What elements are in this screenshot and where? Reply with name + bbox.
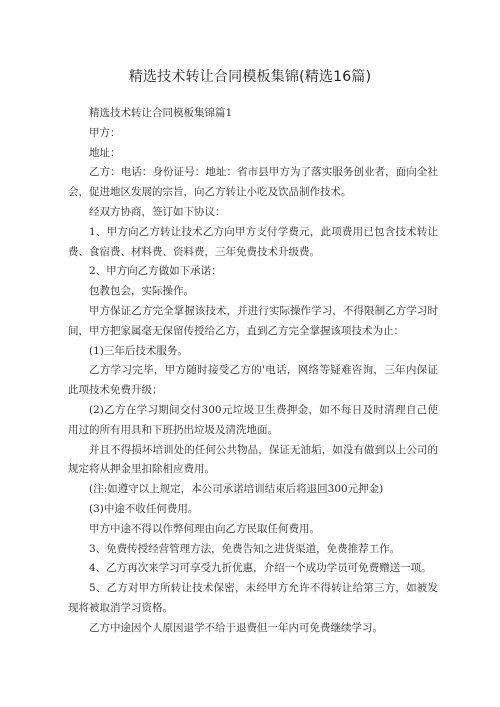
paragraph: 1、甲方向乙方转让技术乙方向甲方支付学费元，此项费用已包含技术转让费、食宿费、材料费、资料费，三年免费技术升级费。 [68, 225, 438, 258]
paragraph: 5、乙方对甲方所转让技术保密，未经甲方允许不得转让给第三方，如被发现将被取消学习资格。 [68, 582, 438, 614]
paragraph: 3、免费传授经营管理方法，免费告知之进货渠道，免费推荐工作。 [89, 542, 401, 555]
document-body [68, 104, 438, 639]
paragraph: 包教包会，实际操作。 [89, 285, 194, 298]
document-title: 精选技术转让合同模板集锦(精选16篇) [128, 69, 372, 85]
paragraph: 4、乙方再次来学习可享受九折优惠，介绍一个成功学员可免费赠送一项。 [89, 562, 432, 575]
paragraph: 地址： [89, 146, 121, 159]
paragraph: 甲方保证乙方完全掌握该技术，并进行实际操作学习，不得限制乙方学习时间，甲方把家属毫无保留传授给乙方，直到乙方完全掌握该项技术为止： [68, 304, 438, 337]
paragraph: 乙方中途因个人原因退学不给于退费但一年内可免费继续学习。 [89, 621, 383, 634]
paragraph: 经双方协商，签订如下协议： [89, 205, 226, 218]
paragraph: 乙方学习完毕，甲方随时接受乙方的'电话，网络等疑难咨询，三年内保证此项技术免费升级； [68, 364, 438, 397]
paragraph: 乙方：电话：身份证号：地址：省市县甲方为了落实服务创业者，面向全社会，促进地区发展的宗旨，向乙方转让小吃及饮品制作技术。 [68, 166, 438, 199]
paragraph: (2)乙方在学习期间交付300元垃圾卫生费押金，如不每日及时清理自己使用过的所有用具和下班扔出垃圾及清洗地面。 [68, 403, 438, 436]
paragraph: 并且不得损坏培训处的任何公共物品，保证无油垢，如没有做到以上公司的规定将从押金里扣除相应费用。 [68, 443, 438, 476]
paragraph: 甲方： [89, 126, 121, 139]
paragraph: 精选技术转让合同模板集锦篇1 [89, 107, 233, 119]
paragraph: (1)三年后技术服务。 [89, 344, 188, 357]
paragraph: 甲方中途不得以作弊何理由向乙方民取任何费用。 [89, 522, 320, 535]
paragraph: (注:如遵守以上规定，本公司承诺培训结束后将退回300元押金) [89, 483, 384, 496]
paragraph: (3)中途不收任何费用。 [89, 502, 199, 515]
paragraph: 2、甲方向乙方做如下承诺： [89, 265, 222, 278]
